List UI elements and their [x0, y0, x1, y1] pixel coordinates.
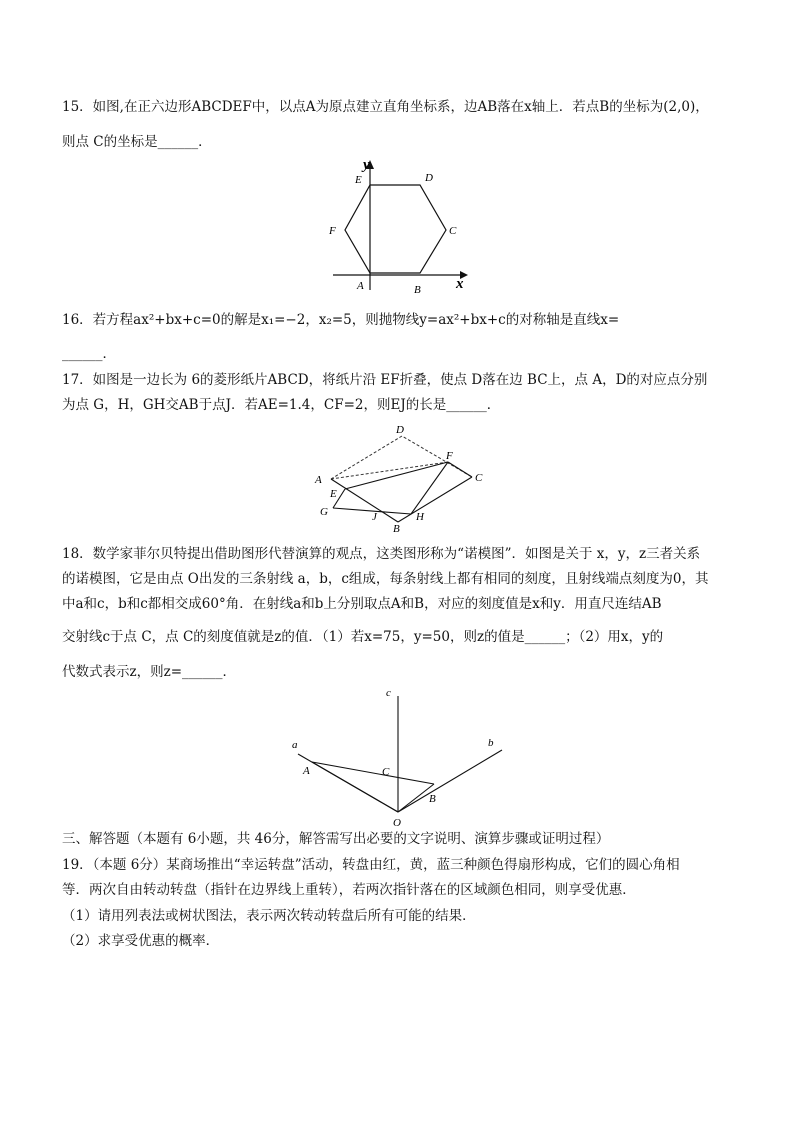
q18-label-b: b	[488, 737, 494, 749]
q15-label-D: D	[425, 172, 433, 184]
q18-label-a: a	[292, 739, 298, 751]
q17-line1: 17．如图是一边长为 6的菱形纸片ABCD，将纸片沿 EF折叠，使点 D落在边 BC上，点 A，D的对应点分别	[62, 372, 708, 388]
q18-label-c: c	[386, 687, 391, 699]
q15-label-E: E	[355, 174, 362, 186]
q17-label-G: G	[320, 506, 328, 518]
q15-label-F: F	[329, 225, 336, 237]
q15-label-B: B	[414, 284, 421, 295]
q19-sub1: （1）请用列表法或树状图法，表示两次转动转盘后所有可能的结果．	[62, 908, 476, 924]
q17-label-F: F	[446, 450, 453, 462]
q15-label-x: x	[456, 276, 464, 292]
q17-label-H: H	[416, 511, 424, 523]
q16-line2: ______．	[62, 346, 116, 362]
q18-nomogram-figure	[280, 682, 520, 828]
q17-label-D: D	[396, 424, 404, 436]
q15-line2: 则点 C的坐标是______．	[62, 134, 212, 150]
q17-label-J: J	[372, 511, 377, 523]
q16-line1: 16．若方程ax²+bx+c=0的解是x₁=−2，x₂=5，则抛物线y=ax²+bx+c的对称轴是直线x=	[62, 312, 620, 328]
q19-line1: 19．（本题 6分）某商场推出“幸运转盘”活动，转盘由红，黄，蓝三种颜色得扇形构成，它们的圆心角相	[62, 857, 680, 873]
q18-label-C: C	[382, 766, 390, 778]
q15-line1: 15．如图,在正六边形ABCDEF中，以点A为原点建立直角坐标系，边AB落在x轴上．若点B的坐标为(2,0)，	[62, 99, 709, 115]
q18-label-O: O	[393, 817, 401, 828]
q17-label-E: E	[330, 488, 337, 500]
q18-label-A: A	[303, 765, 310, 777]
q18-line2: 的诺模图，它是由点 O出发的三条射线 a，b，c组成，每条射线上都有相同的刻度，且射线端点刻度为0，其	[62, 571, 709, 587]
q18-label-B: B	[429, 793, 436, 805]
section-3-heading: 三、解答题（本题有 6小题，共 46分，解答需写出必要的文字说明、演算步骤或证明过程）	[62, 831, 610, 847]
q15-label-y: y	[363, 157, 370, 173]
q15-label-C: C	[449, 225, 457, 237]
q18-line1: 18．数学家菲尔贝特提出借助图形代替演算的观点，这类图形称为“诺模图”．如图是关于 x，y，z三者关系	[62, 546, 701, 562]
q18-line5: 代数式表示z，则z=______．	[62, 664, 237, 680]
q18-line3: 中a和c，b和c都相交成60°角．在射线a和b上分别取点A和B，对应的刻度值是x和y．用直尺连结AB	[62, 596, 662, 612]
q19-sub2: （2）求享受优惠的概率．	[62, 933, 220, 949]
q17-label-A: A	[315, 474, 322, 486]
q17-line2: 为点 G，H，GH交AB于点J．若AE=1.4，CF=2，则EJ的长是______．	[62, 397, 501, 413]
q19-line2: 等．两次自由转动转盘（指针在边界线上重转），若两次指针落在的区域颜色相同，则享受优惠．	[62, 882, 636, 898]
q17-rhombus-figure	[305, 422, 495, 534]
q17-label-C: C	[475, 472, 483, 484]
q15-hexagon-figure	[325, 155, 475, 295]
q18-line4: 交射线c于点 C，点 C的刻度值就是z的值．（1）若x=75，y=50，则z的值是______；（2）用x，y的	[62, 629, 664, 645]
q17-label-B: B	[393, 523, 400, 534]
q15-label-A: A	[357, 280, 364, 292]
